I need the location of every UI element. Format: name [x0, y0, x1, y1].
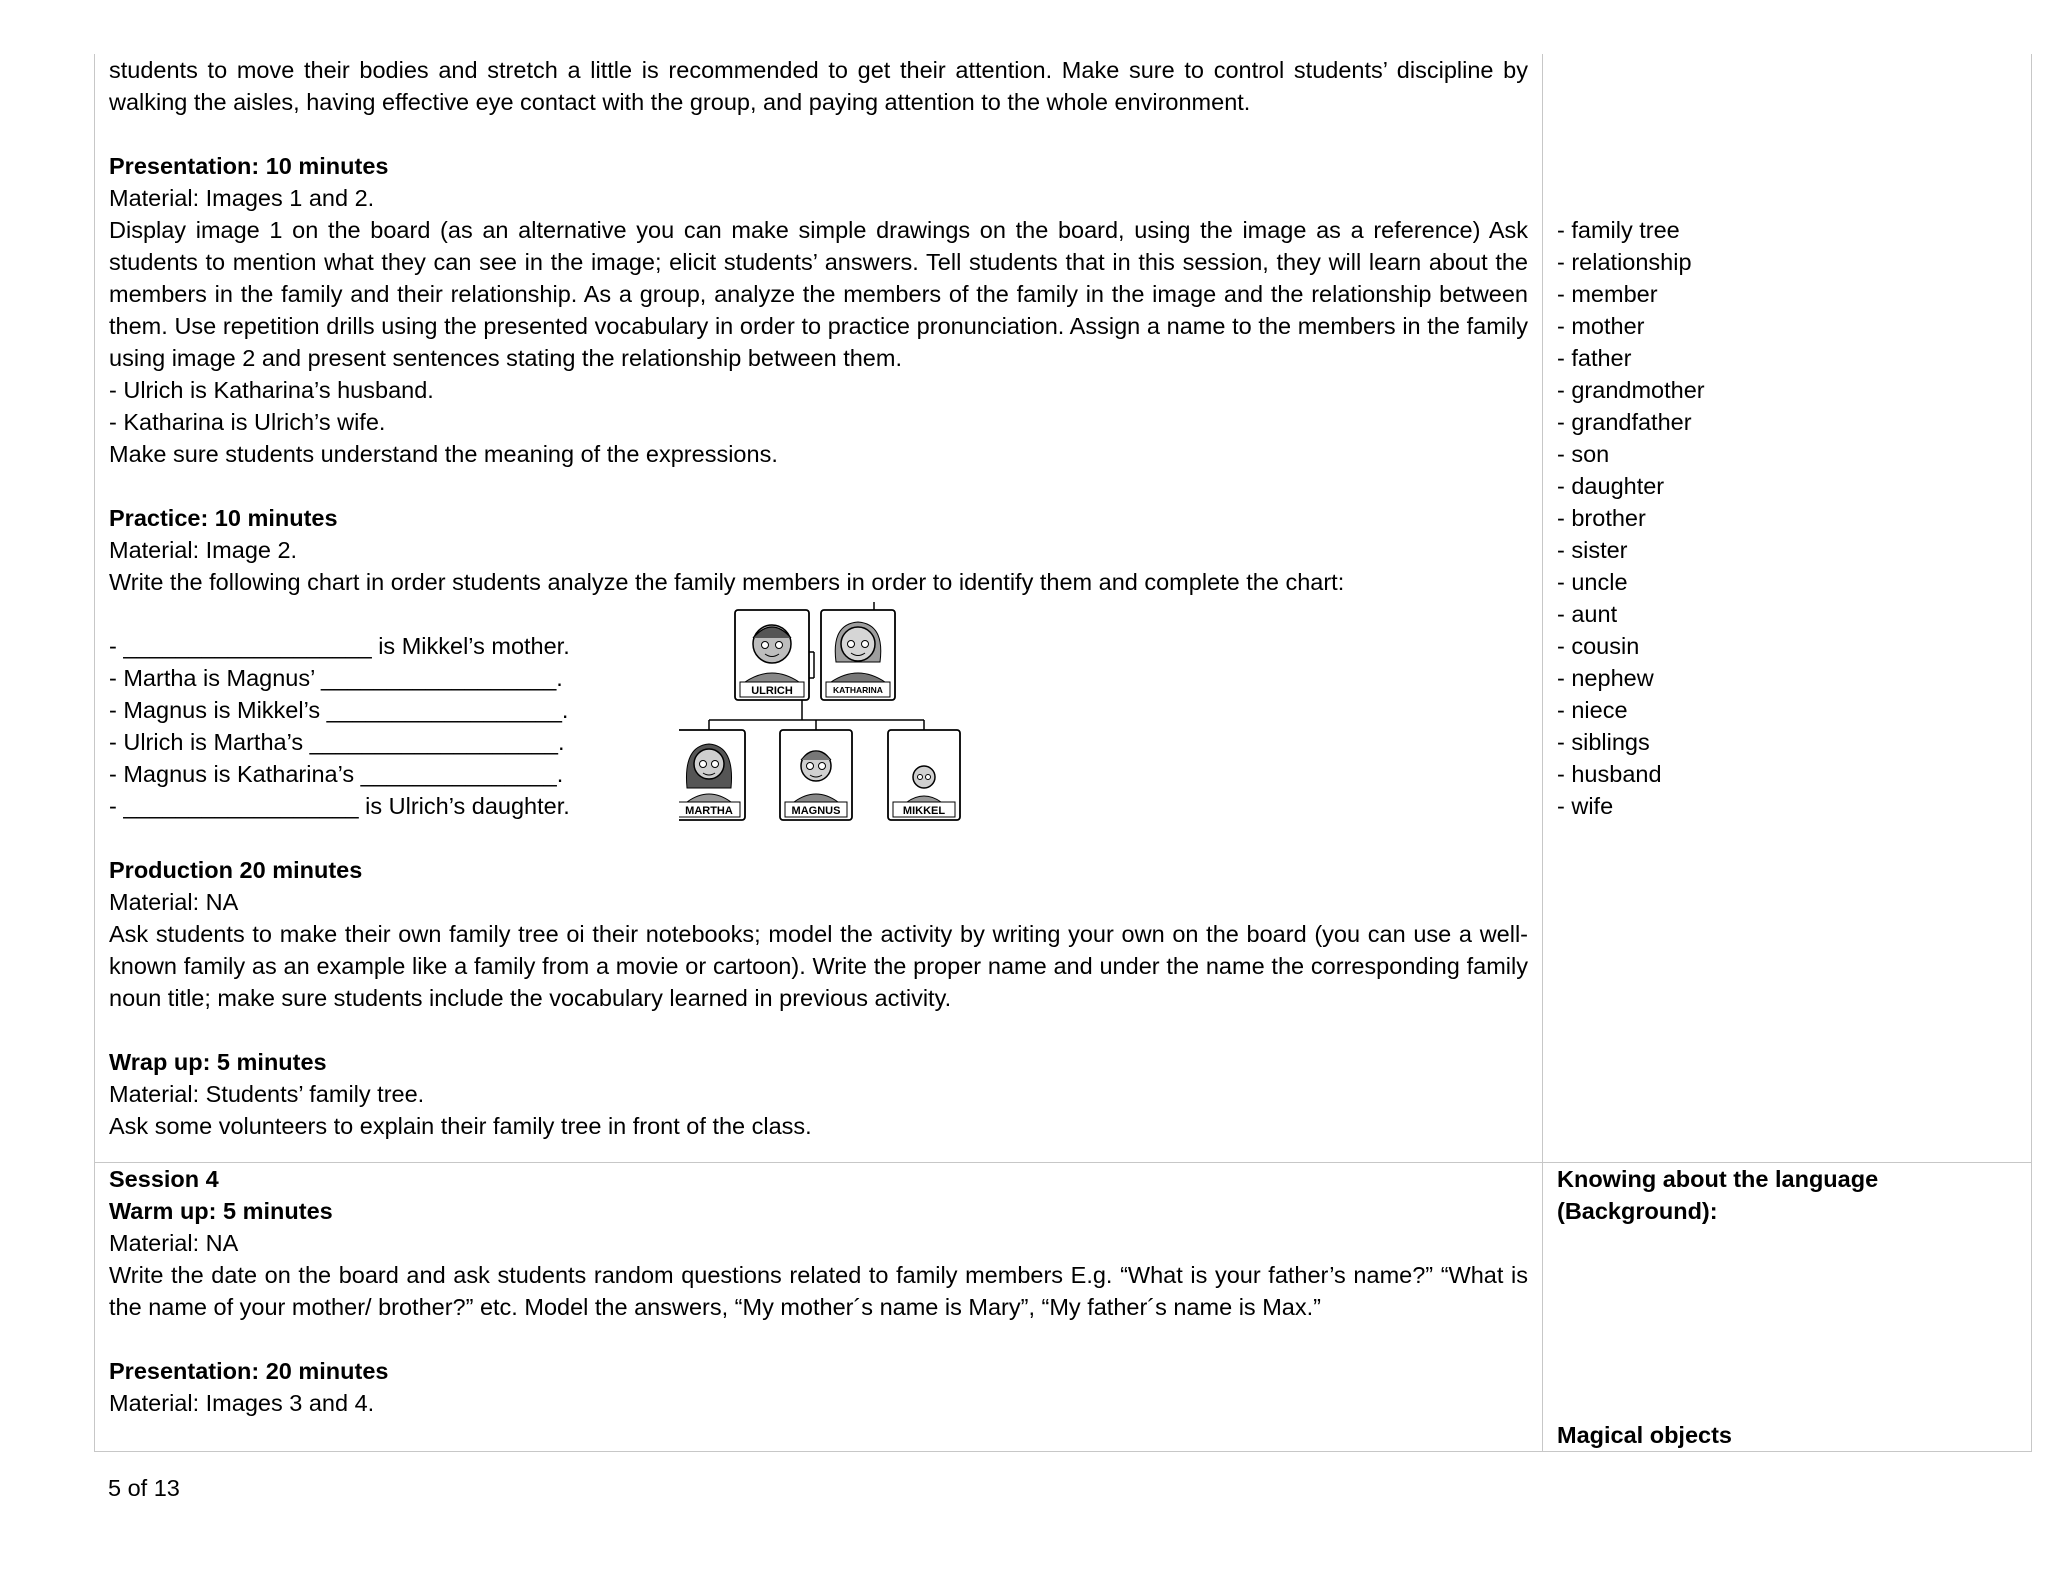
practice-text: Write the following chart in order students analyze the family members in order to identify them and complete the chart: [109, 569, 1345, 595]
session4-presentation-heading: Presentation: 20 minutes [109, 1358, 389, 1384]
vocabulary-item: - daughter [1557, 473, 1665, 499]
table-row [95, 1163, 2032, 1452]
practice-heading: Practice: 10 minutes [109, 505, 338, 531]
vocabulary-item: - niece [1557, 697, 1628, 723]
vocabulary-item: - member [1557, 281, 1658, 307]
vocabulary-item: - husband [1557, 761, 1662, 787]
background-heading: Knowing about the language (Background): [1557, 1166, 1879, 1224]
page-number: 5 of 13 [108, 1475, 180, 1501]
mikkel-label: MIKKEL [902, 805, 946, 817]
presentation-closing: Make sure students understand the meaning of the expressions. [109, 441, 778, 467]
presentation-example-1: - Ulrich is Katharina’s husband. [109, 377, 434, 403]
vocabulary-item: - brother [1557, 505, 1646, 531]
session4-warmup-material: Material: NA [109, 1230, 239, 1256]
wrapup-material: Material: Students’ family tree. [109, 1081, 425, 1107]
background-cell [1543, 1163, 2032, 1452]
ulrich-card [735, 610, 809, 700]
family-tree-image [679, 602, 979, 826]
wrapup-heading: Wrap up: 5 minutes [109, 1049, 327, 1075]
vocabulary-item: - cousin [1557, 633, 1640, 659]
vocabulary-item: - family tree [1557, 217, 1680, 243]
fill-in-sentence: - Martha is Magnus’ __________________. [109, 665, 563, 691]
production-text: Ask students to make their own family tree oi their notebooks; model the activity by writing your own on the board (you can use a well-known family as an example like a family from a movie or cartoon). Write the proper name and under the name the corresponding family noun title; make sure students include the vocabulary learned in previous activity. [109, 921, 1528, 1011]
magnus-label: MAGNUS [791, 805, 841, 817]
vocabulary-item: - grandmother [1557, 377, 1705, 403]
session4-cell [95, 1163, 1543, 1452]
fill-in-sentence: - Magnus is Katharina’s _______________. [109, 761, 564, 787]
presentation-material: Material: Images 1 and 2. [109, 185, 375, 211]
vocabulary-item: - grandfather [1557, 409, 1692, 435]
vocabulary-item: - son [1557, 441, 1610, 467]
session4-presentation-material: Material: Images 3 and 4. [109, 1390, 375, 1416]
vocabulary-item: - relationship [1557, 249, 1692, 275]
presentation-heading: Presentation: 10 minutes [109, 153, 389, 179]
vocabulary-item: - uncle [1557, 569, 1628, 595]
vocabulary-item: - nephew [1557, 665, 1654, 691]
mikkel-card [888, 730, 960, 820]
fill-in-sentence: - __________________ is Ulrich’s daughter. [109, 793, 570, 819]
vocabulary-item: - wife [1557, 793, 1614, 819]
martha-card [679, 730, 745, 820]
ulrich-label: ULRICH [751, 685, 793, 697]
wrapup-text: Ask some volunteers to explain their family tree in front of the class. [109, 1113, 812, 1139]
session4-title: Session 4 [109, 1166, 219, 1192]
presentation-example-2: - Katharina is Ulrich’s wife. [109, 409, 386, 435]
vocabulary-list [1557, 54, 2017, 822]
vocabulary-item: - siblings [1557, 729, 1650, 755]
vocabulary-item: - sister [1557, 537, 1628, 563]
martha-label: MARTHA [685, 805, 733, 817]
fill-in-sentence: - Magnus is Mikkel’s __________________. [109, 697, 569, 723]
session4-warmup-text: Write the date on the board and ask students random questions related to family members E.g. “What is your father’s name?” “What is the name of your mother/ brother?” etc. Model the answers, “My mother´s name is Mary”, “My father´s name is Max.” [109, 1262, 1528, 1320]
session4-warmup-heading: Warm up: 5 minutes [109, 1198, 333, 1224]
fill-in-sentences [109, 630, 570, 822]
vocabulary-item: - aunt [1557, 601, 1618, 627]
fill-in-sentence: - ___________________ is Mikkel’s mother. [109, 633, 570, 659]
practice-exercise [109, 598, 1528, 822]
background-topic: Magical objects [1557, 1422, 1732, 1448]
presentation-text: Display image 1 on the board (as an alternative you can make simple drawings on the board, using the image as a reference) Ask students to mention what they can see in the image; elicit students’ answers. Tell students that in this session, they will learn about the members in the family and their relationship. As a group, analyze the members of the family in the image and the relationship between them. Use repetition drills using the presented vocabulary in order to practice pronunciation. Assign a name to the members in the family using image 2 and present sentences stating the relationship between them. [109, 217, 1528, 371]
magnus-card [780, 730, 852, 820]
procedure-cell [95, 54, 1543, 1163]
table-row [95, 54, 2032, 1163]
katharina-label: KATHARINA [833, 685, 883, 695]
continuation-text: students to move their bodies and stretch a little is recommended to get their attention. Make sure to control students’ discipline by walking the aisles, having effective eye contact with the group, and paying attention to the whole environment. [109, 57, 1528, 115]
katharina-card [821, 610, 895, 700]
lesson-plan-table [94, 54, 2032, 1452]
vocabulary-cell [1543, 54, 2032, 1163]
vocabulary-item: - mother [1557, 313, 1645, 339]
production-heading: Production 20 minutes [109, 857, 363, 883]
production-material: Material: NA [109, 889, 239, 915]
practice-material: Material: Image 2. [109, 537, 298, 563]
vocabulary-item: - father [1557, 345, 1632, 371]
fill-in-sentence: - Ulrich is Martha’s ___________________. [109, 729, 565, 755]
